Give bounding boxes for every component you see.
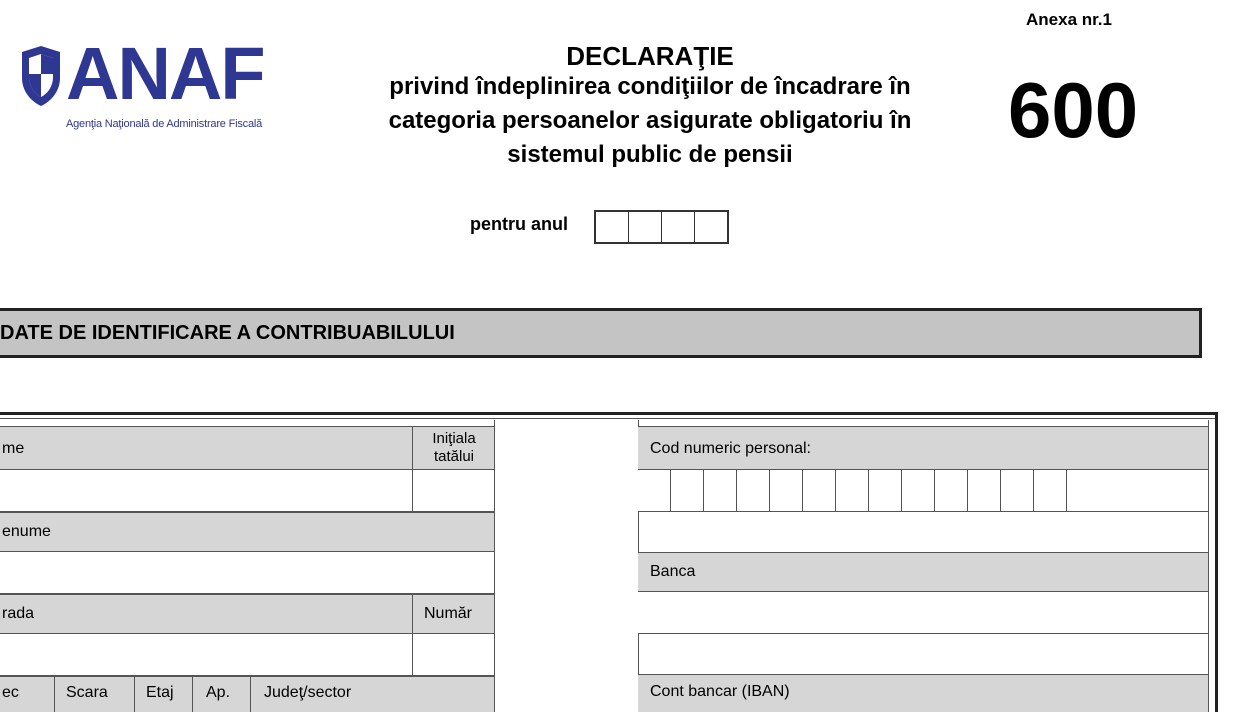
- label-judet: Judeţ/sector: [264, 684, 352, 701]
- frame-border: [1215, 412, 1218, 712]
- divider: [412, 426, 413, 512]
- initiala-field[interactable]: [412, 470, 494, 512]
- annex-label: Anexa nr.1: [1026, 10, 1112, 29]
- year-digit-box[interactable]: [661, 212, 694, 242]
- year-label: pentru anul: [470, 214, 568, 234]
- label-ap: Ap.: [206, 684, 231, 701]
- label-etaj: Etaj: [146, 684, 174, 701]
- year-digit-box[interactable]: [628, 212, 661, 242]
- cnp-digit-box[interactable]: [638, 470, 671, 511]
- label-row-banca: [638, 552, 1208, 592]
- divider: [412, 594, 413, 676]
- title-main: DECLARAŢIE: [566, 41, 734, 71]
- cnp-input[interactable]: [638, 470, 1208, 512]
- divider: [250, 676, 251, 712]
- divider: [494, 420, 495, 712]
- cnp-digit-box[interactable]: [968, 470, 1001, 511]
- label-numar: Număr: [424, 605, 473, 622]
- frame-border: [1208, 420, 1209, 712]
- nume-field[interactable]: [0, 470, 412, 512]
- cnp-digit-box[interactable]: [737, 470, 770, 511]
- label-cnp: Cod numeric personal:: [650, 440, 811, 457]
- numar-field[interactable]: [412, 634, 494, 676]
- divider: [54, 676, 55, 712]
- cnp-digit-box[interactable]: [902, 470, 935, 511]
- title-line-3: sistemul public de pensii: [507, 141, 793, 168]
- section-title: DATE DE IDENTIFICARE A CONTRIBUABILULUI: [0, 322, 455, 344]
- cnp-digit-box[interactable]: [803, 470, 836, 511]
- divider: [134, 676, 135, 712]
- label-nume: me: [2, 440, 25, 457]
- label-row-strada: [0, 594, 494, 634]
- year-input[interactable]: [594, 210, 729, 244]
- cnp-digit-box[interactable]: [1034, 470, 1067, 511]
- title-line-1: privind îndeplinirea condiţiilor de încadrare în: [389, 73, 911, 100]
- cnp-digit-box[interactable]: [935, 470, 968, 511]
- cnp-digit-box[interactable]: [836, 470, 869, 511]
- label-strada: rada: [2, 605, 35, 622]
- prenume-field[interactable]: [0, 552, 494, 594]
- cnp-digit-box[interactable]: [704, 470, 737, 511]
- label-row-prenume: [0, 512, 494, 552]
- label-cont-bancar: Cont bancar (IBAN): [650, 683, 790, 700]
- label-banca: Banca: [650, 563, 696, 580]
- label-initiala-tatalui: Iniţiala tatălui: [432, 430, 476, 465]
- divider: [192, 676, 193, 712]
- label-prenume: enume: [2, 523, 51, 540]
- banca-field[interactable]: [638, 592, 1208, 634]
- frame-border: [0, 412, 1218, 415]
- form-number: 600: [1008, 66, 1139, 154]
- logo-text: ANAF: [66, 32, 264, 115]
- cnp-digit-box[interactable]: [869, 470, 902, 511]
- label-scara: Scara: [66, 684, 108, 701]
- cnp-digit-box[interactable]: [1001, 470, 1034, 511]
- title-line-2: categoria persoanelor asigurate obligatoriu în: [388, 107, 912, 134]
- cnp-digit-box[interactable]: [671, 470, 704, 511]
- logo-subtitle: Agenţia Naţională de Administrare Fiscală: [66, 118, 263, 130]
- frame-border: [0, 418, 1218, 419]
- year-digit-box[interactable]: [694, 212, 727, 242]
- form-title: [300, 42, 1000, 172]
- anaf-shield-icon: [20, 44, 62, 108]
- cnp-digit-box[interactable]: [770, 470, 803, 511]
- year-digit-box[interactable]: [596, 212, 628, 242]
- strada-field[interactable]: [0, 634, 412, 676]
- label-bloc: ec: [2, 684, 19, 701]
